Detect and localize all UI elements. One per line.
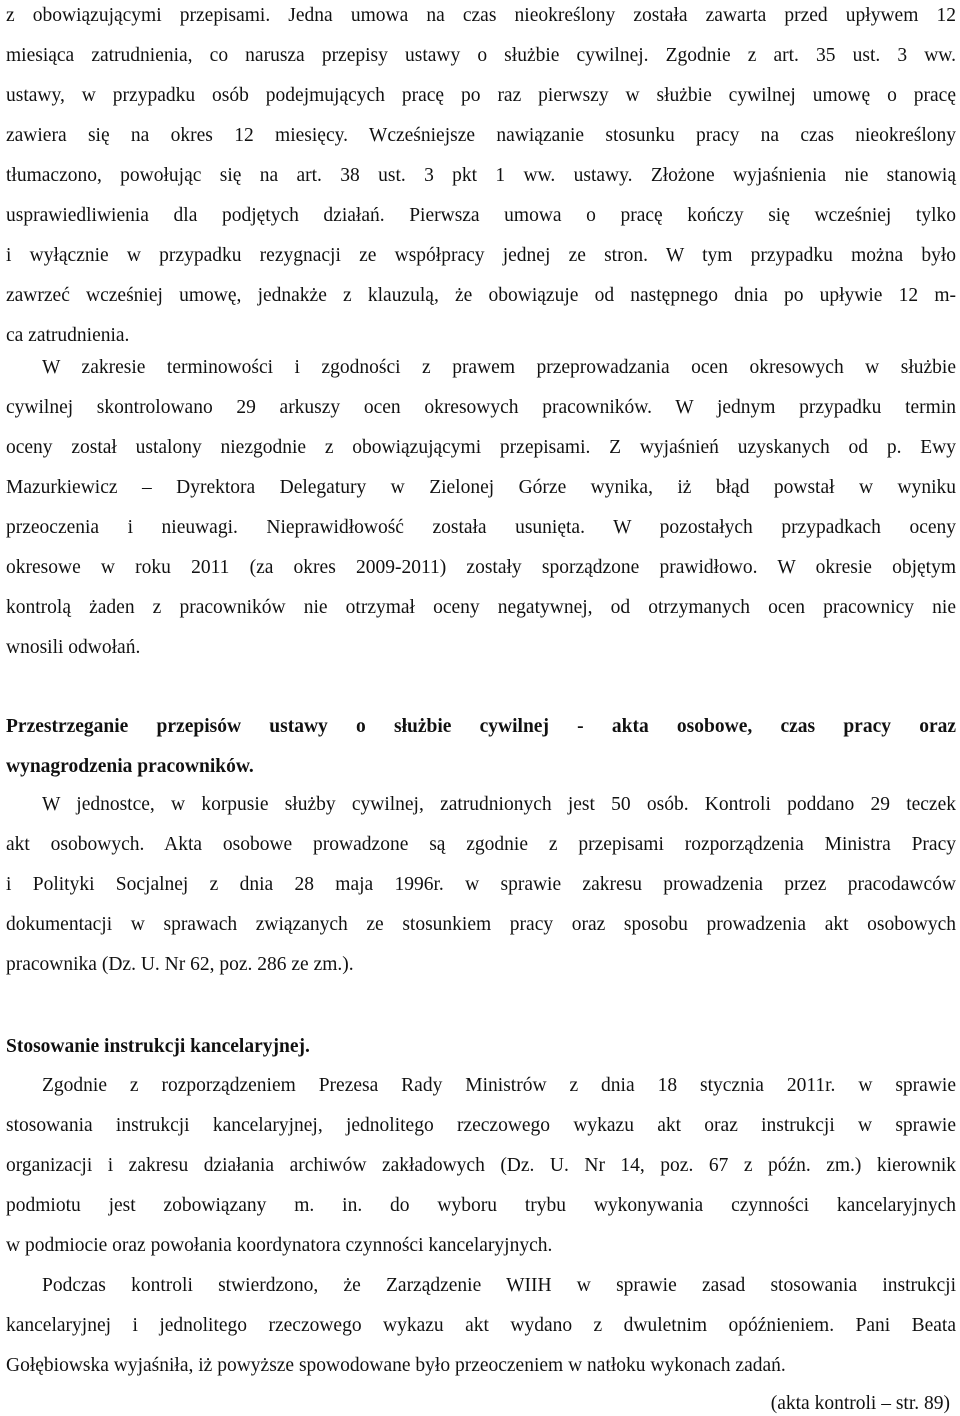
text-line: zawrzeć wcześniej umowę, jednakże z klauzulą, że obowiązuje od następnego dnia po upływie 12 m- — [6, 285, 956, 306]
text-line: kontrolą żaden z pracowników nie otrzymał oceny negatywnej, od otrzymanych ocen pracownicy nie — [6, 597, 956, 618]
text-line: akt osobowych. Akta osobowe prowadzone są zgodnie z przepisami rozporządzenia Ministra Pracy — [6, 834, 956, 855]
heading-line: Stosowanie instrukcji kancelaryjnej. — [6, 1036, 310, 1057]
text-line: w podmiocie oraz powołania koordynatora czynności kancelaryjnych. — [6, 1235, 553, 1256]
text-line: kancelaryjnej i jednolitego rzeczowego wykazu akt wydano z dwuletnim opóźnieniem. Pani Beata — [6, 1315, 956, 1336]
text-line: oceny został ustalony niezgodnie z obowiązującymi przepisami. Z wyjaśnień uzyskanych od p. Ewy — [6, 437, 956, 458]
text-line: ca zatrudnienia. — [6, 325, 130, 346]
text-line: dokumentacji w sprawach związanych ze stosunkiem pracy oraz sposobu prowadzenia akt osobowych — [6, 914, 956, 935]
text-line: podmiotu jest zobowiązany m. in. do wyboru trybu wykonywania czynności kancelaryjnych — [6, 1195, 956, 1216]
section-heading-office-instruction — [6, 1027, 956, 1067]
paragraph-periodic-evaluations — [6, 348, 956, 668]
paragraph-office-regulation — [6, 1066, 956, 1266]
text-line: Podczas kontroli stwierdzono, że Zarządzenie WIIH w sprawie zasad stosowania instrukcji — [42, 1275, 956, 1296]
text-line: Zgodnie z rozporządzeniem Prezesa Rady Ministrów z dnia 18 stycznia 2011r. w sprawie — [42, 1075, 956, 1096]
text-line: Gołębiowska wyjaśniła, iż powyższe spowodowane było przeoczeniem w natłoku wykonach zadań. — [6, 1355, 786, 1376]
heading-line: wynagrodzenia pracowników. — [6, 756, 254, 777]
text-line: i wyłącznie w przypadku rezygnacji ze współpracy jednej ze stron. W tym przypadku można było — [6, 245, 956, 266]
paragraph-inspection-finding — [6, 1266, 956, 1386]
text-line: tłumaczono, powołując się na art. 38 ust. 3 pkt 1 ww. ustawy. Złożone wyjaśnienia nie stanowią — [6, 165, 956, 186]
text-line: i Polityki Socjalnej z dnia 28 maja 1996r. w sprawie zakresu prowadzenia przez pracodawców — [6, 874, 956, 895]
text-line: W jednostce, w korpusie służby cywilnej, zatrudnionych jest 50 osób. Kontroli poddano 29 teczek — [42, 794, 956, 815]
text-line: organizacji i zakresu działania archiwów zakładowych (Dz. U. Nr 14, poz. 67 z późn. zm.) kierownik — [6, 1155, 956, 1176]
text-line: ustawy, w przypadku osób podejmujących pracę po raz pierwszy w służbie cywilnej umowę o pracę — [6, 85, 956, 106]
text-line: zawiera się na okres 12 miesięcy. Wcześniejsze nawiązanie stosunku pracy na czas nieokreślony — [6, 125, 956, 146]
text-line: cywilnej skontrolowano 29 arkuszy ocen okresowych pracowników. W jednym przypadku termin — [6, 397, 956, 418]
text-line: okresowe w roku 2011 (za okres 2009-2011) zostały sporządzone prawidłowo. W okresie objętym — [6, 557, 956, 578]
text-line: Mazurkiewicz – Dyrektora Delegatury w Zielonej Górze wynika, iż błąd powstał w wyniku — [6, 477, 956, 498]
text-line: usprawiedliwienia dla podjętych działań. Pierwsza umowa o pracę kończy się wcześniej tylko — [6, 205, 956, 226]
text-line: W zakresie terminowości i zgodności z prawem przeprowadzania ocen okresowych w służbie — [42, 357, 956, 378]
text-line: stosowania instrukcji kancelaryjnej, jednolitego rzeczowego wykazu akt oraz instrukcji w sprawie — [6, 1115, 956, 1136]
text-line: miesiąca zatrudnienia, co narusza przepisy ustawy o służbie cywilnej. Zgodnie z art. 35 ust. 3 ww. — [6, 45, 956, 66]
paragraph-employment-contract — [6, 0, 956, 356]
reference-text: (akta kontroli – str. 89) — [770, 1393, 950, 1414]
paragraph-personnel-files — [6, 785, 956, 985]
text-line: wnosili odwołań. — [6, 637, 141, 658]
heading-line: Przestrzeganie przepisów ustawy o służbie cywilnej - akta osobowe, czas pracy oraz — [6, 716, 956, 737]
text-line: z obowiązującymi przepisami. Jedna umowa na czas nieokreślony została zawarta przed upływem 12 — [6, 5, 956, 26]
section-heading-civil-service — [6, 707, 956, 787]
text-line: przeoczenia i nieuwagi. Nieprawidłowość została usunięta. W pozostałych przypadkach oceny — [6, 517, 956, 538]
text-line: pracownika (Dz. U. Nr 62, poz. 286 ze zm.). — [6, 954, 354, 975]
file-reference — [6, 1384, 950, 1416]
